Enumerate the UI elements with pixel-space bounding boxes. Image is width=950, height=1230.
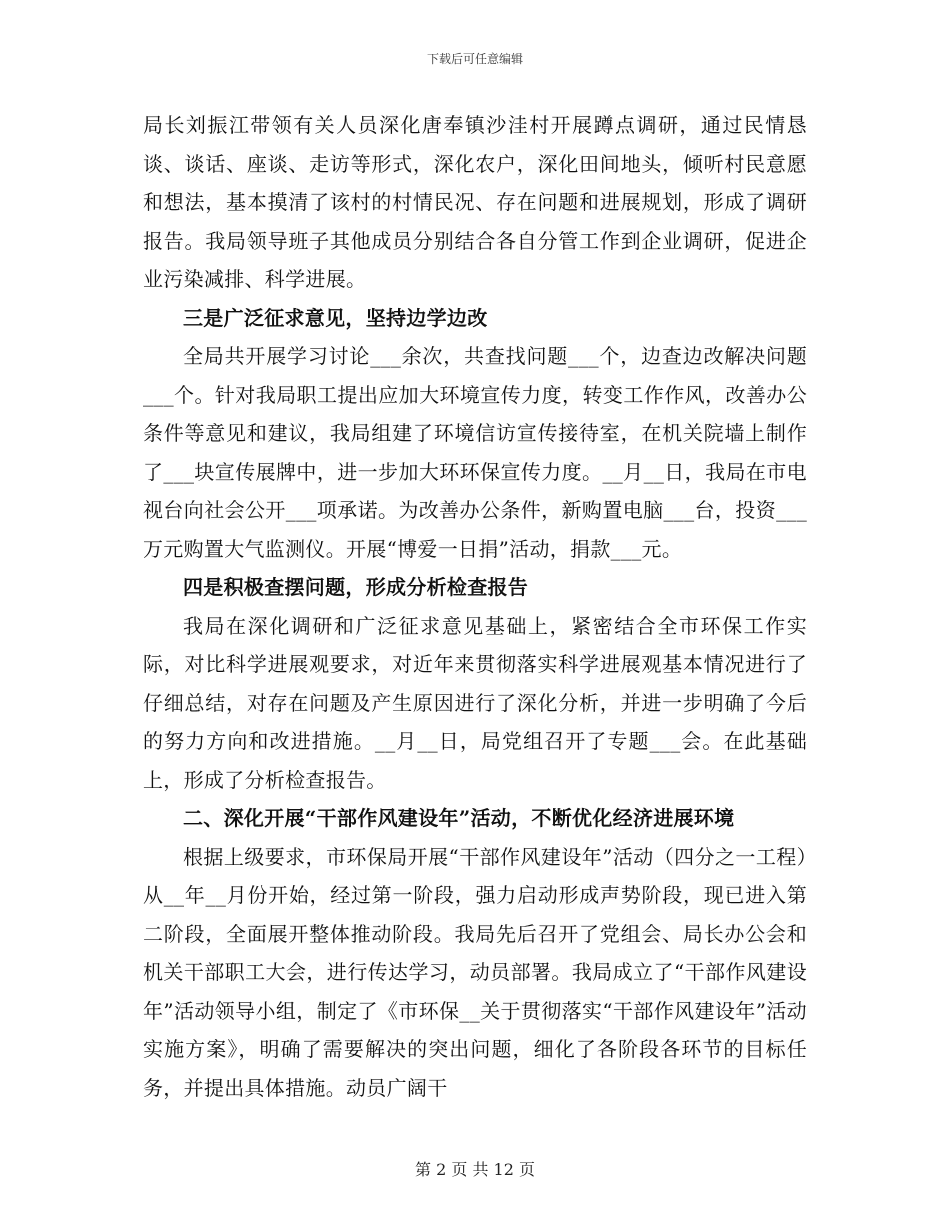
paragraph-4: 根据上级要求，市环保局开展“干部作风建设年”活动（四分之一工程）从__年__月份开始，经过第一阶段，强力启动形成声势阶段，现已进入第二阶段，全面展开整体推动阶段。我局先后召开了党组会、局长办公会和机关干部职工大会，进行传达学习，动员部署。我局成立了“干部作风建设年”活动领导小组，制定了《市环保__关于贯彻落实“干部作风建设年”活动实施方案》，明确了需要解决的突出问题，细化了各阶段各环节的目标任务，并提出具体措施。动员广阔干 [143, 844, 807, 1100]
section-heading-3: 三是广泛征求意见，坚持边学边改 [183, 305, 488, 330]
paragraph-3: 我局在深化调研和广泛征求意见基础上，紧密结合全市环保工作实际，对比科学进展观要求，对近年来贯彻落实科学进展观基本情况进行了仔细总结，对存在问题及产生原因进行了深化分析，并进一步明确了今后的努力方向和改进措施。__月__日，局党组召开了专题___会。在此基础上，形成了分析检查报告。 [143, 613, 807, 792]
document-body [143, 106, 807, 1107]
section-heading-2: 二、深化开展“干部作风建设年”活动，不断优化经济进展环境 [183, 806, 735, 830]
paragraph-2: 全局共开展学习讨论___余次，共查找问题___个，边查边改解决问题___个。针对我局职工提出应加大环境宣传力度，转变工作作风，改善办公条件等意见和建议，我局组建了环境信访宣传接待室，在机关院墙上制作了___块宣传展牌中，进一步加大环环保宣传力度。__月__日，我局在市电视台向社会公开___项承诺。为改善办公条件，新购置电脑___台，投资___万元购置大气监测仪。开展“博爱一日捐”活动，捐款___元。 [143, 344, 807, 561]
paragraph-1: 局长刘振江带领有关人员深化唐奉镇沙洼村开展蹲点调研，通过民情恳谈、谈话、座谈、走访等形式，深化农户，深化田间地头，倾听村民意愿和想法，基本摸清了该村的村情民况、存在问题和进展规划，形成了调研报告。我局领导班子其他成员分别结合各自分管工作到企业调研，促进企业污染减排、科学进展。 [143, 113, 807, 291]
section-heading-4: 四是积极查摆问题，形成分析检查报告 [183, 575, 529, 599]
page-header: 下载后可任意编辑 [426, 52, 523, 66]
page-number: 第 2 页 共 12 页 [415, 1160, 535, 1179]
